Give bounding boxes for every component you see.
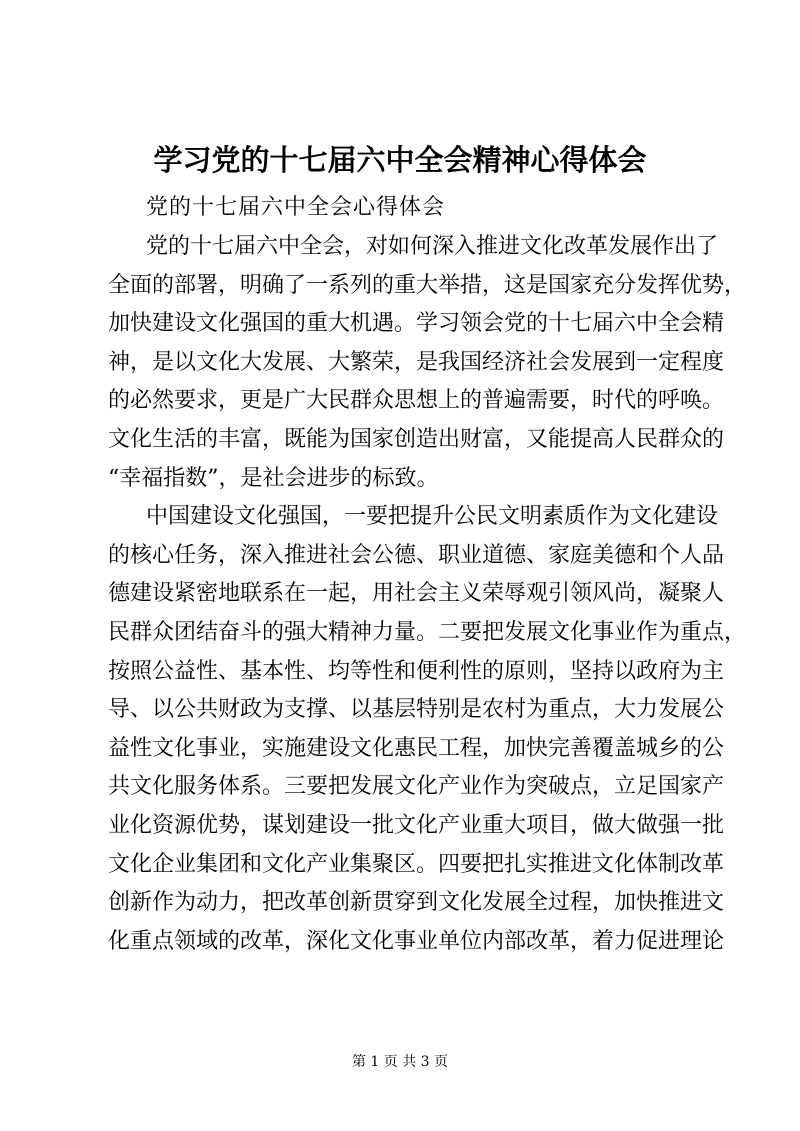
document-title: 学习党的十七届六中全会精神心得体会 [153,143,647,177]
paragraph-line: 按照公益性、基本性、均等性和便利性的原则，坚持以政府为主 [108,658,725,684]
paragraph-line: 共文化服务体系。三要把发展文化产业作为突破点，立足国家产 [108,774,725,800]
paragraph-line: 的必然要求，更是广大民群众思想上的普遍需要，时代的呼唤。 [108,388,725,414]
document-subtitle: 党的十七届六中全会心得体会 [146,195,446,220]
paragraph-line: 创新作为动力，把改革创新贯穿到文化发展全过程，加快推进文 [108,890,725,916]
paragraph-line: 业化资源优势，谋划建设一批文化产业重大项目，做大做强一批 [108,812,725,838]
paragraph-line: 的核心任务，深入推进社会公德、职业道德、家庭美德和个人品 [108,542,725,568]
paragraph-line: 益性文化事业，实施建设文化惠民工程，加快完善覆盖城乡的公 [108,735,725,761]
paragraph-line: 导、以公共财政为支撑、以基层特别是农村为重点，大力发展公 [108,697,725,723]
paragraph-line: “幸福指数”，是社会进步的标致。 [108,465,439,491]
page-number-footer: 第 1 页 共 3 页 [351,1054,449,1070]
paragraph-line: 民群众团结奋斗的强大精神力量。二要把发展文化事业作为重点， [108,619,747,645]
paragraph-line: 中国建设文化强国，一要把提升公民文明素质作为文化建设 [146,504,719,530]
paragraph-line: 党的十七届六中全会，对如何深入推进文化改革发展作出了 [146,234,719,259]
paragraph-2 [108,498,747,961]
paragraph-line: 神，是以文化大发展、大繁荣，是我国经济社会发展到一定程度 [108,349,725,375]
paragraph-line: 文化企业集团和文化产业集聚区。四要把扎实推进文化体制改革 [108,851,725,877]
paragraph-line: 文化生活的丰富，既能为国家创造出财富，又能提高人民群众的 [108,426,725,452]
document-body [108,228,747,961]
paragraph-line: 德建设紧密地联系在一起，用社会主义荣辱观引领风尚，凝聚人 [108,581,725,607]
paragraph-line: 加快建设文化强国的重大机遇。学习领会党的十七届六中全会精 [108,311,725,337]
paragraph-line: 化重点领域的改革，深化文化事业单位内部改革，着力促进理论 [108,928,725,954]
paragraph-line: 全面的部署，明确了一系列的重大举措，这是国家充分发挥优势， [108,272,747,298]
paragraph-1 [108,228,747,498]
